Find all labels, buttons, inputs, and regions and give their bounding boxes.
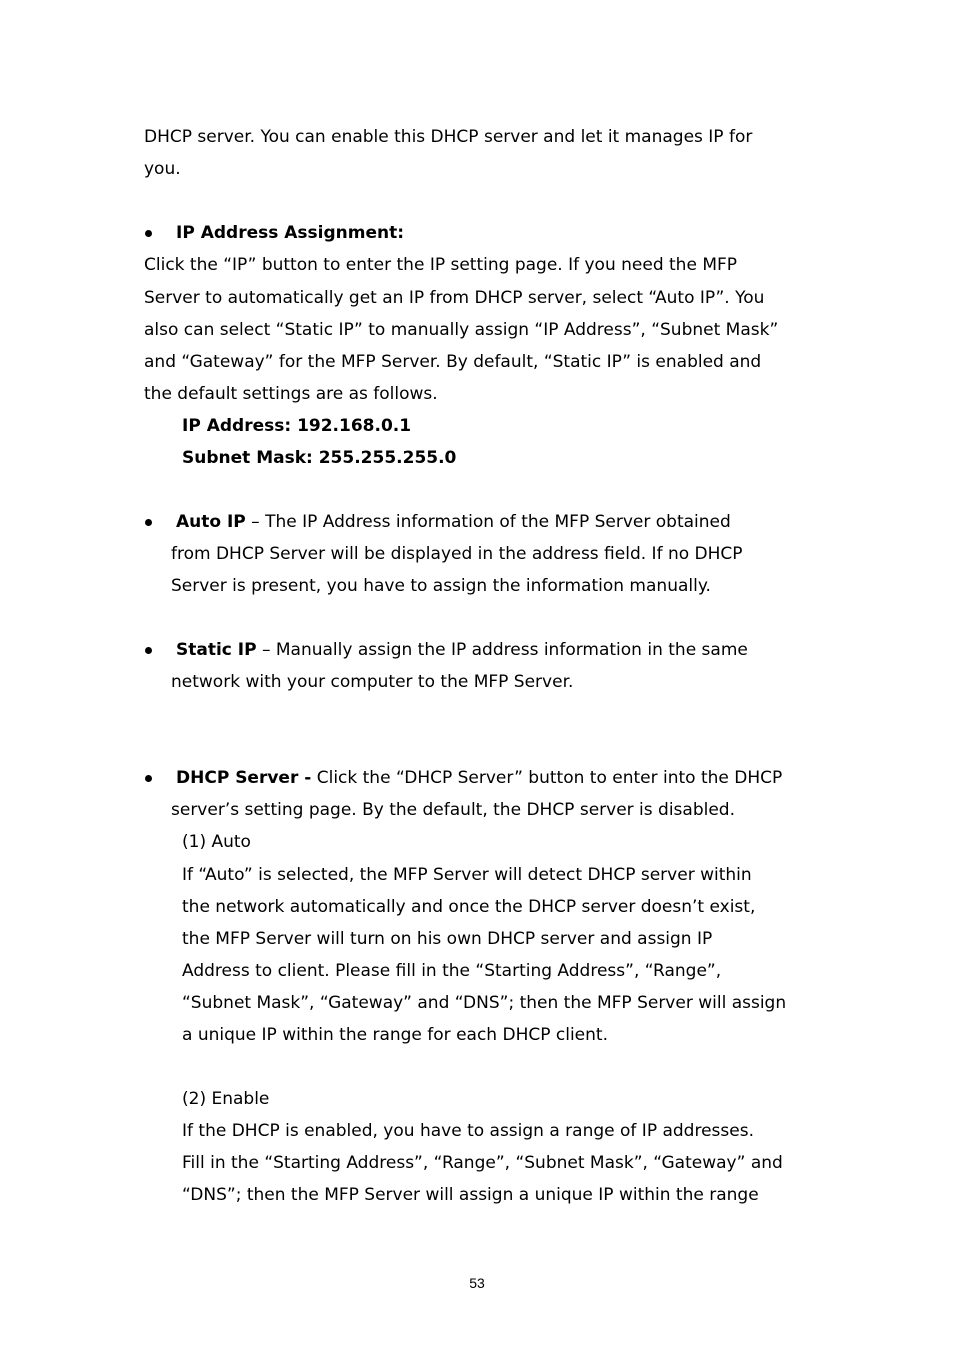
ip-assignment-line-3: also can select “Static IP” to manually assign “IP Address”, “Subnet Mask” <box>144 320 779 340</box>
auto-ip-paragraph-line-1 <box>176 512 731 532</box>
bullet-icon <box>145 519 152 526</box>
static-ip-line-2: network with your computer to the MFP Server. <box>171 672 574 692</box>
dhcp-server-term: DHCP Server - <box>176 768 312 788</box>
intro-line-2: you. <box>144 159 181 179</box>
dhcp-server-paragraph-line-1 <box>176 768 782 788</box>
dhcp-auto-line-6: a unique IP within the range for each DHCP client. <box>182 1025 608 1045</box>
dhcp-auto-title: (1) Auto <box>182 832 251 852</box>
static-ip-term: Static IP <box>176 640 257 660</box>
auto-ip-line-3: Server is present, you have to assign the information manually. <box>171 576 711 596</box>
auto-ip-line-2: from DHCP Server will be displayed in the address field. If no DHCP <box>171 544 743 564</box>
dhcp-enable-line-1: If the DHCP is enabled, you have to assign a range of IP addresses. <box>182 1121 754 1141</box>
dhcp-server-line-2: server’s setting page. By the default, the DHCP server is disabled. <box>171 800 735 820</box>
ip-assignment-heading: IP Address Assignment: <box>176 223 405 243</box>
dhcp-auto-line-1: If “Auto” is selected, the MFP Server will detect DHCP server within <box>182 865 752 885</box>
dhcp-auto-line-3: the MFP Server will turn on his own DHCP server and assign IP <box>182 929 713 949</box>
static-ip-text: – Manually assign the IP address information in the same <box>256 640 748 660</box>
ip-assignment-line-4: and “Gateway” for the MFP Server. By default, “Static IP” is enabled and <box>144 352 762 372</box>
ip-assignment-line-1: Click the “IP” button to enter the IP setting page. If you need the MFP <box>144 255 738 275</box>
default-ip-address: IP Address: 192.168.0.1 <box>182 416 412 436</box>
dhcp-enable-line-2: Fill in the “Starting Address”, “Range”, “Subnet Mask”, “Gateway” and <box>182 1153 783 1173</box>
dhcp-enable-line-3: “DNS”; then the MFP Server will assign a unique IP within the range <box>182 1185 759 1205</box>
page-number: 53 <box>469 1275 485 1291</box>
static-ip-paragraph-line-1 <box>176 640 748 660</box>
dhcp-enable-title: (2) Enable <box>182 1089 270 1109</box>
intro-line-1: DHCP server. You can enable this DHCP server and let it manages IP for <box>144 127 753 147</box>
dhcp-auto-line-5: “Subnet Mask”, “Gateway” and “DNS”; then the MFP Server will assign <box>182 993 787 1013</box>
auto-ip-term: Auto IP <box>176 512 246 532</box>
bullet-icon <box>145 775 152 782</box>
dhcp-auto-line-4: Address to client. Please fill in the “Starting Address”, “Range”, <box>182 961 722 981</box>
dhcp-server-text: Click the “DHCP Server” button to enter into the DHCP <box>311 768 783 788</box>
ip-assignment-line-2: Server to automatically get an IP from DHCP server, select “Auto IP”. You <box>144 288 765 308</box>
default-subnet-mask: Subnet Mask: 255.255.255.0 <box>182 448 457 468</box>
auto-ip-text: – The IP Address information of the MFP Server obtained <box>245 512 731 532</box>
bullet-icon <box>145 647 152 654</box>
dhcp-auto-line-2: the network automatically and once the DHCP server doesn’t exist, <box>182 897 756 917</box>
bullet-icon <box>145 230 152 237</box>
ip-assignment-line-5: the default settings are as follows. <box>144 384 438 404</box>
